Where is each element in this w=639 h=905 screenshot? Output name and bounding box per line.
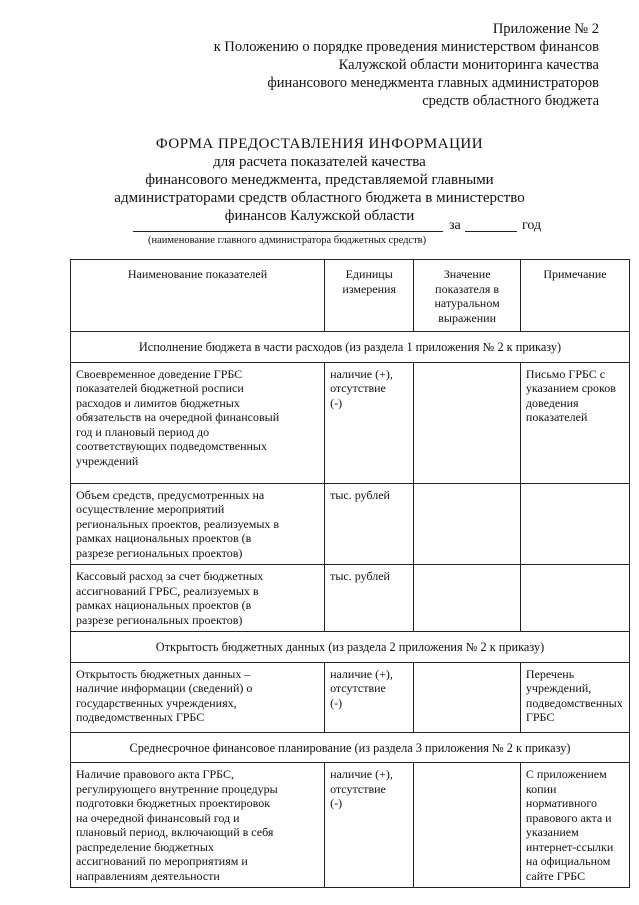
indicator-name: Наличие правового акта ГРБС, регулирующего внутренние процедуры подготовки бюджетных проектировок на очередной финансовый год и плановый период, включающий в себя распределение бюджетных ассигнований по мероприятиям и направлениям деятельности [71, 763, 325, 888]
appendix-line: к Положению о порядке проведения министерством финансов [213, 39, 599, 55]
header-units: Единицы измерения [325, 260, 414, 332]
header-note: Примечание [520, 260, 629, 332]
period-god-label: год [522, 218, 542, 233]
section-row [71, 632, 630, 663]
indicators-table [70, 259, 630, 888]
form-subtitle-line: финансового менеджмента, представляемой главными [145, 172, 494, 188]
indicator-note: Перечень учреждений, подведомственных ГРБС [520, 662, 629, 732]
table-row [71, 483, 630, 565]
section-row [71, 332, 630, 363]
indicator-name: Объем средств, предусмотренных на осуществление мероприятий региональных проектов, реализуемых в рамках национальных проектов (в разрезе региональных проектов) [71, 483, 325, 565]
form-subtitle-line: для расчета показателей качества [213, 154, 426, 170]
indicator-units: тыс. рублей [325, 483, 414, 565]
form-subtitle-line: администраторами средств областного бюджета в министерство [114, 190, 525, 206]
blank-caption: (наименование главного администратора бюджетных средств) [148, 235, 427, 246]
indicator-note [520, 483, 629, 565]
indicator-note: С приложением копии нормативного правового акта и указанием интернет-ссылки на официальном сайте ГРБС [520, 763, 629, 888]
appendix-line: Приложение № 2 [492, 21, 599, 37]
indicator-value-cell[interactable] [414, 763, 521, 888]
indicator-name: Своевременное доведение ГРБС показателей бюджетной росписи расходов и лимитов бюджетных обязательств на очередной финансовый год и плановый период до соответствующих подведомственных учреждений [71, 362, 325, 483]
indicator-units: наличие (+), отсутствие (-) [325, 362, 414, 483]
indicator-units: тыс. рублей [325, 565, 414, 632]
form-title: ФОРМА ПРЕДОСТАВЛЕНИЯ ИНФОРМАЦИИ [155, 136, 484, 152]
period-za-label: за [449, 218, 461, 233]
indicator-value-cell[interactable] [414, 662, 521, 732]
indicator-name: Открытость бюджетных данных – наличие информации (сведений) о государственных учреждениях, подведомственных ГРБС [71, 662, 325, 732]
section-title: Исполнение бюджета в части расходов (из раздела 1 приложения № 2 к приказу) [71, 332, 630, 363]
appendix-line: финансового менеджмента главных администраторов [267, 75, 599, 91]
indicator-value-cell[interactable] [414, 565, 521, 632]
indicator-note [520, 565, 629, 632]
table-row [71, 565, 630, 632]
administrator-name-blank[interactable] [133, 231, 443, 232]
year-blank[interactable] [465, 231, 517, 232]
form-title-block [0, 135, 639, 225]
indicator-note: Письмо ГРБС с указанием сроков доведения показателей [520, 362, 629, 483]
form-subtitle-line: финансов Калужской области [224, 208, 415, 224]
indicator-value-cell[interactable] [414, 362, 521, 483]
indicator-value-cell[interactable] [414, 483, 521, 565]
table-header-row [71, 260, 630, 332]
section-title: Открытость бюджетных данных (из раздела 2 приложения № 2 к приказу) [71, 632, 630, 663]
appendix-line: Калужской области мониторинга качества [338, 57, 599, 73]
table-row [71, 763, 630, 888]
indicator-name: Кассовый расход за счет бюджетных ассигнований ГРБС, реализуемых в рамках национальных проектов (в разрезе региональных проектов) [71, 565, 325, 632]
section-title: Среднесрочное финансовое планирование (из раздела 3 приложения № 2 к приказу) [71, 732, 630, 763]
table-row [71, 362, 630, 483]
appendix-header [214, 20, 599, 110]
header-name: Наименование показателей [71, 260, 325, 332]
appendix-line: средств областного бюджета [422, 93, 599, 109]
header-value: Значение показателя в натуральном выражении [414, 260, 521, 332]
section-row [71, 732, 630, 763]
table-row [71, 662, 630, 732]
indicator-units: наличие (+), отсутствие (-) [325, 763, 414, 888]
indicator-units: наличие (+), отсутствие (-) [325, 662, 414, 732]
